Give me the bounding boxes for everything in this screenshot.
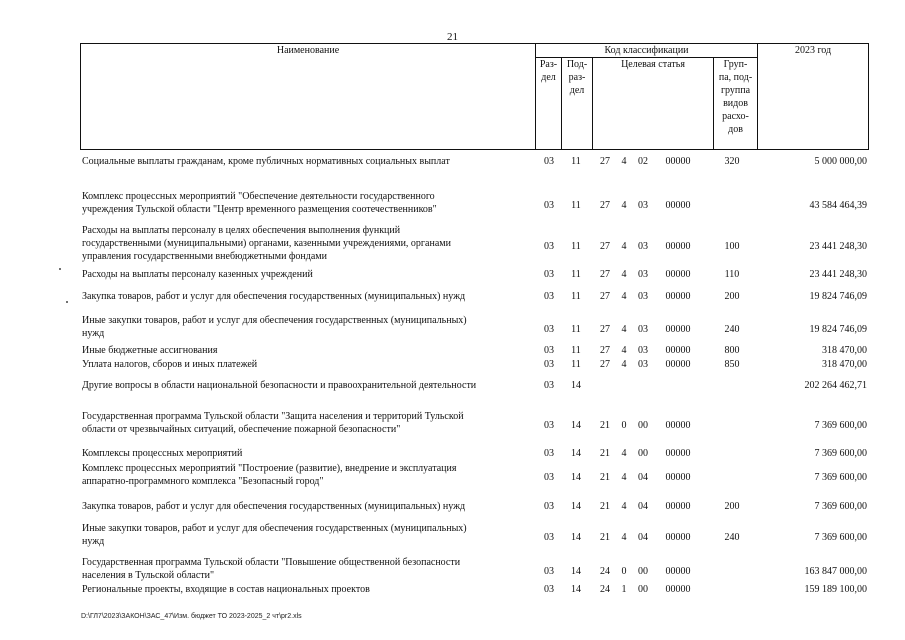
row-name-line: Иные бюджетные ассигнования [82,345,218,356]
table-row [80,344,868,358]
row-amount: 43 584 464,39 [809,200,867,211]
row-code-6: 200 [724,501,740,512]
row-code-3: 4 [621,291,627,302]
row-code-0: 03 [544,291,554,302]
row-code-0: 03 [544,200,554,211]
row-code-4: 00 [638,566,648,577]
row-code-3: 4 [621,359,627,370]
row-code-6: 100 [724,241,740,252]
header-year: 2023 год [758,44,869,150]
row-amount: 5 000 000,00 [814,156,867,167]
row-name [82,344,532,357]
row-code-1: 11 [571,269,581,280]
row-name [82,556,532,582]
row-name-line: Комплекс процессных мероприятий "Обеспечение деятельности государственного [82,191,435,202]
header-podrazdel: Под- раз- дел [562,58,593,150]
row-name-line: Государственная программа Тульской области "Повышение общественной безопасности [82,557,461,568]
header-name: Наименование [81,44,536,150]
row-code-6: 200 [724,291,740,302]
row-code-4: 04 [638,501,648,512]
row-amount: 19 824 746,09 [809,291,867,302]
row-name [82,379,532,392]
row-code-5: 00000 [665,448,691,459]
row-code-5: 00000 [665,156,691,167]
row-code-0: 03 [544,420,554,431]
row-code-0: 03 [544,472,554,483]
table-row [80,379,868,393]
row-code-4: 03 [638,241,648,252]
row-amount: 159 189 100,00 [804,584,867,595]
row-name-line: государственными (муниципальными) органами, казенными учреждениями, органами [82,238,451,249]
row-code-2: 21 [600,501,610,512]
row-code-0: 03 [544,269,554,280]
row-code-3: 0 [621,420,627,431]
row-code-3: 4 [621,269,627,280]
scan-speck [66,301,68,303]
row-name-line: Закупка товаров, работ и услуг для обеспечения государственных (муниципальных) нужд [82,501,466,512]
page-number: 21 [447,31,458,43]
row-amount: 23 441 248,30 [809,241,867,252]
row-name-line: области от чрезвычайных ситуаций, обеспечение пожарной безопасности" [82,424,401,435]
row-code-3: 4 [621,324,627,335]
row-code-5: 00000 [665,532,691,543]
row-code-3: 4 [621,532,627,543]
row-code-0: 03 [544,345,554,356]
row-name-line: Иные закупки товаров, работ и услуг для обеспечения государственных (муниципальных) [82,523,467,534]
row-code-6: 320 [724,156,740,167]
row-amount: 7 369 600,00 [814,420,867,431]
row-name [82,268,532,281]
table-row [80,522,868,550]
row-code-1: 14 [571,532,581,543]
row-name-line: Уплата налогов, сборов и иных платежей [82,359,258,370]
row-code-5: 00000 [665,501,691,512]
table-row [80,500,868,514]
row-code-1: 14 [571,566,581,577]
row-code-0: 03 [544,380,554,391]
row-name [82,447,532,460]
row-code-3: 0 [621,566,627,577]
table-row [80,410,868,438]
row-name-line: Социальные выплаты гражданам, кроме публичных нормативных социальных выплат [82,156,450,167]
row-code-6: 240 [724,324,740,335]
row-code-3: 4 [621,448,627,459]
row-name-line: Расходы на выплаты персоналу в целях обеспечения выполнения функций [82,225,401,236]
row-amount: 19 824 746,09 [809,324,867,335]
row-code-3: 4 [621,472,627,483]
row-code-0: 03 [544,584,554,595]
header-razdel: Раз- дел [536,58,562,150]
row-code-2: 24 [600,566,610,577]
row-name-line: Комплекс процессных мероприятий "Построение (развитие), внедрение и эксплуатация [82,463,457,474]
row-name [82,314,532,340]
row-code-4: 02 [638,156,648,167]
row-code-0: 03 [544,532,554,543]
row-code-1: 11 [571,200,581,211]
row-code-4: 00 [638,448,648,459]
table-header [80,43,869,150]
row-code-1: 14 [571,501,581,512]
row-name-line: Комплексы процессных мероприятий [82,448,243,459]
row-code-6: 850 [724,359,740,370]
row-code-2: 27 [600,269,610,280]
table-row [80,462,868,490]
row-code-5: 00000 [665,291,691,302]
row-code-2: 21 [600,420,610,431]
row-code-1: 14 [571,380,581,391]
row-code-3: 4 [621,501,627,512]
row-code-1: 11 [571,291,581,302]
table-row [80,583,868,597]
row-code-4: 00 [638,584,648,595]
row-code-2: 21 [600,472,610,483]
row-name [82,462,532,488]
row-name-line: Региональные проекты, входящие в состав национальных проектов [82,584,370,595]
row-code-2: 27 [600,156,610,167]
row-name-line: Иные закупки товаров, работ и услуг для обеспечения государственных (муниципальных) [82,315,467,326]
row-name [82,358,532,371]
row-code-4: 03 [638,291,648,302]
row-amount: 7 369 600,00 [814,501,867,512]
row-name-line: нужд [82,328,105,339]
row-code-1: 14 [571,472,581,483]
table-row [80,268,868,282]
row-code-5: 00000 [665,359,691,370]
row-code-1: 11 [571,324,581,335]
row-code-0: 03 [544,566,554,577]
row-amount: 202 264 462,71 [804,380,867,391]
row-code-2: 21 [600,532,610,543]
row-amount: 7 369 600,00 [814,448,867,459]
row-code-1: 11 [571,345,581,356]
row-amount: 7 369 600,00 [814,532,867,543]
header-code-group: Код классификации [536,44,758,58]
row-code-5: 00000 [665,269,691,280]
row-code-5: 00000 [665,420,691,431]
scan-speck [59,268,61,270]
row-code-3: 4 [621,345,627,356]
table-row [80,447,868,461]
row-code-4: 03 [638,324,648,335]
row-code-2: 24 [600,584,610,595]
table-row [80,155,868,169]
row-code-2: 27 [600,345,610,356]
row-code-0: 03 [544,501,554,512]
row-name-line: нужд [82,536,105,547]
row-name-line: Расходы на выплаты персоналу казенных учреждений [82,269,313,280]
row-code-6: 800 [724,345,740,356]
row-code-1: 14 [571,448,581,459]
row-code-3: 4 [621,156,627,167]
row-amount: 23 441 248,30 [809,269,867,280]
row-name [82,583,532,596]
row-code-1: 14 [571,420,581,431]
row-code-4: 03 [638,269,648,280]
row-code-0: 03 [544,156,554,167]
row-code-6: 240 [724,532,740,543]
row-code-1: 11 [571,241,581,252]
row-code-5: 00000 [665,200,691,211]
row-name [82,224,532,263]
row-name [82,155,532,168]
row-code-4: 03 [638,200,648,211]
row-code-4: 03 [638,345,648,356]
row-code-5: 00000 [665,566,691,577]
row-code-0: 03 [544,448,554,459]
row-code-2: 27 [600,200,610,211]
table-row [80,314,868,342]
table-row [80,190,868,218]
row-amount: 163 847 000,00 [804,566,867,577]
header-group: Груп- па, под- группа видов расхо- дов [714,58,758,150]
row-code-2: 27 [600,291,610,302]
table-row [80,290,868,304]
row-code-5: 00000 [665,584,691,595]
row-code-2: 27 [600,324,610,335]
header-target: Целевая статья [593,58,714,150]
row-amount: 7 369 600,00 [814,472,867,483]
row-code-4: 00 [638,420,648,431]
row-code-3: 4 [621,200,627,211]
row-code-2: 27 [600,359,610,370]
row-code-1: 11 [571,156,581,167]
row-code-5: 00000 [665,241,691,252]
row-code-5: 00000 [665,472,691,483]
row-code-2: 21 [600,448,610,459]
row-code-0: 03 [544,359,554,370]
footer-file-path: D:\ГЛ7\2023\ЗАКОН\ЗАС_47\Изм. бюджет ТО 2023-2025_2 чт\pr2.xls [81,613,302,620]
table-row [80,358,868,372]
row-name [82,190,532,216]
table-row [80,224,868,266]
row-name [82,410,532,436]
row-code-1: 14 [571,584,581,595]
row-name [82,500,532,513]
row-code-5: 00000 [665,324,691,335]
row-name-line: Закупка товаров, работ и услуг для обеспечения государственных (муниципальных) нужд [82,291,466,302]
row-code-1: 11 [571,359,581,370]
row-name [82,290,532,303]
row-code-6: 110 [724,269,740,280]
row-amount: 318 470,00 [822,359,867,370]
row-code-4: 03 [638,359,648,370]
row-name-line: Другие вопросы в области национальной безопасности и правоохранительной деятельности [82,380,477,391]
row-code-3: 1 [621,584,627,595]
row-name [82,522,532,548]
row-name-line: учреждения Тульской области "Центр временного размещения соотечественников" [82,204,437,215]
table-row [80,556,868,584]
row-name-line: управления государственными внебюджетными фондами [82,251,327,262]
row-code-4: 04 [638,472,648,483]
row-code-3: 4 [621,241,627,252]
row-name-line: аппаратно-программного комплекса "Безопасный город" [82,476,324,487]
row-code-4: 04 [638,532,648,543]
row-amount: 318 470,00 [822,345,867,356]
row-name-line: Государственная программа Тульской области "Защита населения и территорий Тульской [82,411,464,422]
row-code-5: 00000 [665,345,691,356]
row-name-line: населения в Тульской области" [82,570,215,581]
row-code-2: 27 [600,241,610,252]
row-code-0: 03 [544,324,554,335]
row-code-0: 03 [544,241,554,252]
